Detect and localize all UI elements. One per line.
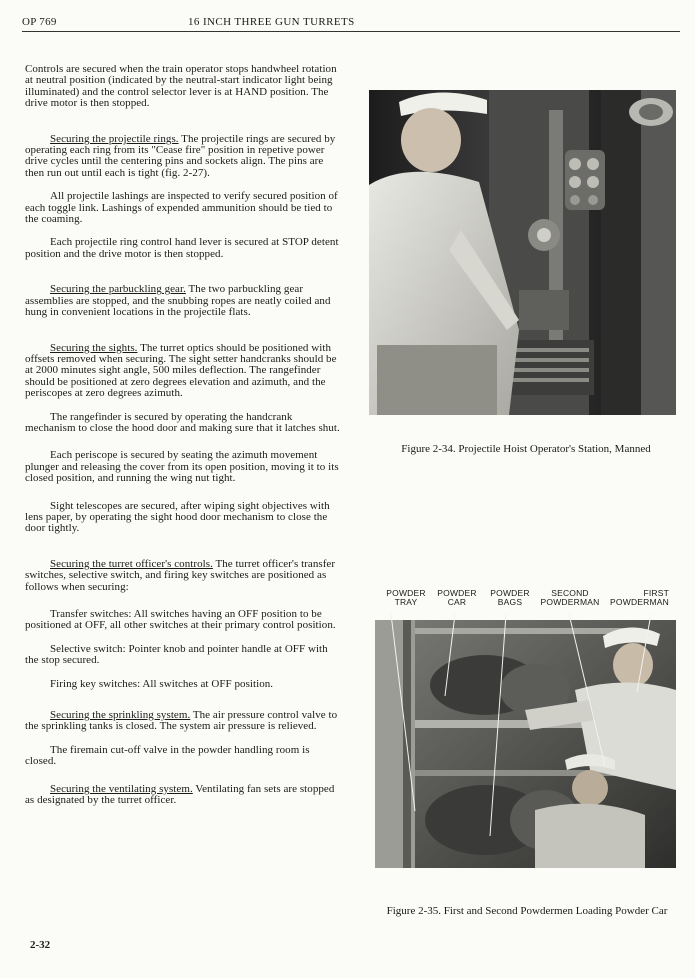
label-powder-car: POWDER CAR	[437, 588, 477, 607]
heading-officer-controls: Securing the turret officer's controls.	[50, 557, 213, 570]
paragraph-telescopes: Sight telescopes are secured, after wiping sight objectives with lens paper, by operating the sight hood door mechanism to close the door tightly.	[25, 499, 330, 535]
paragraph-lashings: All projectile lashings are inspected to verify secured position of each toggle link. Lashings of expended ammunition should be tied to the coaming.	[25, 190, 338, 226]
paragraph-firing-key: Firing key switches: All switches at OFF position.	[50, 677, 274, 690]
paragraph-firemain: The firemain cut-off valve in the powder handling room is closed.	[25, 743, 310, 768]
label-powder-bags: POWDER BAGS	[490, 588, 530, 607]
figure-2-35-caption: Figure 2-35. First and Second Powdermen Loading Powder Car	[386, 905, 668, 917]
heading-ventilating: Securing the ventilating system.	[50, 782, 193, 795]
paragraph-periscope: Each periscope is secured by seating the azimuth movement plunger and releasing the cover from its open position, moving it to its closed position, and running the wing nut tight.	[25, 449, 339, 485]
heading-parbuckling: Securing the parbuckling gear.	[50, 283, 186, 296]
paragraph-selective-switch: Selective switch: Pointer knob and pointer handle at OFF with the stop secured.	[25, 642, 328, 667]
document-id: OP 769	[22, 16, 57, 28]
paragraph-projectile-rings: Securing the projectile rings. The projectile rings are secured by operating each ring from its "Cease fire" position in repetive power drive cycles until the centering pins and sockets align. The pins are then run out until each is tight (fig. 2-27).	[25, 132, 336, 179]
figure-2-34-caption: Figure 2-34. Projectile Hoist Operator's Station, Manned	[401, 443, 651, 455]
header-rule	[22, 31, 680, 32]
figure-2-34-photo	[369, 90, 676, 415]
running-title: 16 INCH THREE GUN TURRETS	[188, 16, 355, 28]
paragraph-controls: Controls are secured when the train operator stops handwheel rotation at neutral position (indicated by the neutral-start indicator light being illuminated) and the control selector lever is at HAND position. The drive motor is then stopped.	[25, 63, 337, 110]
body-column	[25, 64, 343, 806]
label-powder-tray: POWDER TRAY	[386, 588, 426, 607]
page-number: 2-32	[30, 939, 51, 951]
heading-projectile-rings: Securing the projectile rings.	[50, 132, 179, 145]
paragraph-transfer-switches: Transfer switches: All switches having an OFF position to be positioned at OFF, all other switches at their primary control position.	[25, 608, 336, 632]
paragraph-officer-controls: Securing the turret officer's controls. The turret officer's transfer switches, selective switch, and firing key switches are positioned as follows when securing:	[25, 557, 336, 593]
label-second-powderman: SECOND POWDERMAN	[540, 588, 600, 607]
label-first-powderman: FIRST POWDERMAN	[610, 588, 669, 607]
paragraph-ventilating: Securing the ventilating system. Ventilating fan sets are stopped as designated by the turret officer.	[25, 782, 335, 807]
heading-sprinkling: Securing the sprinkling system.	[50, 709, 191, 722]
heading-sights: Securing the sights.	[50, 341, 138, 354]
label-leader-lines	[375, 606, 676, 868]
paragraph-sprinkling: Securing the sprinkling system. The air pressure control valve to the sprinkling tanks is closed. The system air pressure is relieved.	[25, 709, 338, 733]
hoist-operator-illustration	[369, 90, 676, 415]
paragraph-rangefinder: The rangefinder is secured by operating the handcrank mechanism to close the hood door and making sure that it latches shut.	[25, 410, 340, 434]
paragraph-parbuckling: Securing the parbuckling gear. The two parbuckling gear assemblies are stopped, and the snubbing ropes are neatly coiled and hung in convenient locations in the projectile flats.	[25, 283, 331, 319]
paragraph-ring-lever: Each projectile ring control hand lever is secured at STOP detent position and the drive motor is then stopped.	[25, 236, 339, 260]
paragraph-sights: Securing the sights. The turret optics should be positioned with offsets removed when securing. The sight setter handcranks should be at 2000 minutes sight angle, 500 miles deflection. The rangefinder should be positioned at zero degrees elevation and azimuth, and the periscopes at zero degrees azimuth.	[25, 341, 337, 400]
